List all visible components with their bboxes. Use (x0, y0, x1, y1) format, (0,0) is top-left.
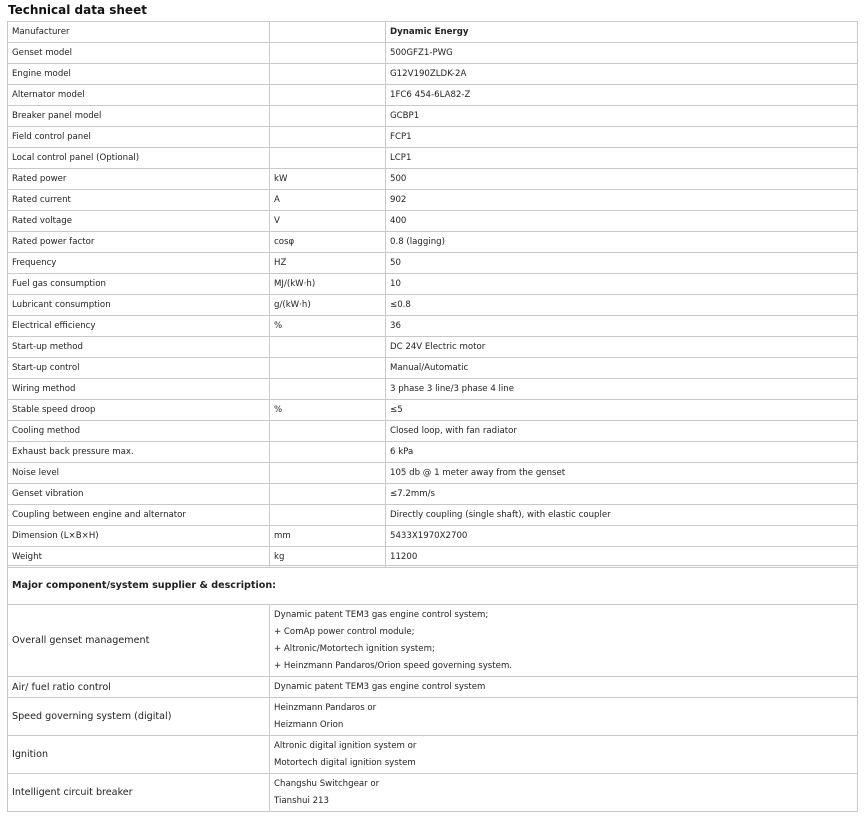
cell-value: 902 (386, 190, 858, 211)
table-row (8, 22, 858, 43)
table-row (8, 698, 858, 736)
cell-param: Genset vibration (8, 484, 270, 505)
cell-value: 11200 (386, 547, 858, 568)
cell-param: Electrical efficiency (8, 316, 270, 337)
cell-value: 50 (386, 253, 858, 274)
cell-unit: kW (270, 169, 386, 190)
cell-component: Air/ fuel ratio control (8, 677, 270, 698)
description-line: + Altronic/Motortech ignition system; (274, 643, 435, 654)
cell-value: Directly coupling (single shaft), with elastic coupler (386, 505, 858, 526)
cell-param: Start-up control (8, 358, 270, 379)
table-row (8, 358, 858, 379)
major-header-row (8, 566, 858, 605)
cell-component: Intelligent circuit breaker (8, 774, 270, 812)
table-row (8, 484, 858, 505)
cell-value: ≤5 (386, 400, 858, 421)
cell-value: 6 kPa (386, 442, 858, 463)
cell-param: Wiring method (8, 379, 270, 400)
cell-value: GCBP1 (386, 106, 858, 127)
cell-param: Exhaust back pressure max. (8, 442, 270, 463)
cell-param: Rated power factor (8, 232, 270, 253)
cell-unit (270, 505, 386, 526)
cell-unit: g/(kW·h) (270, 295, 386, 316)
cell-value: 1FC6 454-6LA82-Z (386, 85, 858, 106)
cell-value: 3 phase 3 line/3 phase 4 line (386, 379, 858, 400)
cell-param: Field control panel (8, 127, 270, 148)
cell-param: Weight (8, 547, 270, 568)
cell-value: LCP1 (386, 148, 858, 169)
cell-component: Overall genset management (8, 605, 270, 677)
table-row (8, 379, 858, 400)
table-row (8, 211, 858, 232)
description-line: Heizmann Orion (274, 719, 344, 730)
cell-value: DC 24V Electric motor (386, 337, 858, 358)
cell-value: 105 db @ 1 meter away from the genset (386, 463, 858, 484)
cell-unit (270, 463, 386, 484)
cell-value: 5433X1970X2700 (386, 526, 858, 547)
cell-unit (270, 64, 386, 85)
cell-param: Fuel gas consumption (8, 274, 270, 295)
cell-value: 36 (386, 316, 858, 337)
cell-unit (270, 148, 386, 169)
cell-description (270, 677, 858, 698)
cell-unit: cosφ (270, 232, 386, 253)
cell-unit: A (270, 190, 386, 211)
table-row (8, 148, 858, 169)
technical-data-table (7, 21, 858, 568)
cell-unit (270, 337, 386, 358)
table-row (8, 605, 858, 677)
cell-value: 400 (386, 211, 858, 232)
cell-param: Rated current (8, 190, 270, 211)
cell-description (270, 774, 858, 812)
table-row (8, 526, 858, 547)
cell-unit (270, 358, 386, 379)
table-row (8, 127, 858, 148)
cell-description (270, 605, 858, 677)
cell-value: 0.8 (lagging) (386, 232, 858, 253)
cell-param: Engine model (8, 64, 270, 85)
cell-param: Start-up method (8, 337, 270, 358)
table-row (8, 43, 858, 64)
cell-param: Genset model (8, 43, 270, 64)
cell-param: Frequency (8, 253, 270, 274)
description-line: Heinzmann Pandaros or (274, 702, 377, 713)
cell-component: Speed governing system (digital) (8, 698, 270, 736)
table-row (8, 64, 858, 85)
table-row (8, 85, 858, 106)
cell-value: 10 (386, 274, 858, 295)
cell-unit: mm (270, 526, 386, 547)
cell-param: Coupling between engine and alternator (8, 505, 270, 526)
cell-value: FCP1 (386, 127, 858, 148)
description-line: Dynamic patent TEM3 gas engine control system (274, 681, 486, 692)
table-row (8, 774, 858, 812)
cell-value: Manual/Automatic (386, 358, 858, 379)
table-row (8, 677, 858, 698)
cell-unit (270, 484, 386, 505)
page-title: Technical data sheet (8, 3, 147, 17)
cell-param: Cooling method (8, 421, 270, 442)
cell-param: Stable speed droop (8, 400, 270, 421)
table-row (8, 505, 858, 526)
table-row (8, 295, 858, 316)
cell-param: Dimension (L×B×H) (8, 526, 270, 547)
description-line: + Heinzmann Pandaros/Orion speed governing system. (274, 660, 513, 671)
cell-param: Rated power (8, 169, 270, 190)
cell-unit: % (270, 400, 386, 421)
cell-value: 500GFZ1-PWG (386, 43, 858, 64)
cell-unit (270, 22, 386, 43)
table-row (8, 232, 858, 253)
table-row (8, 421, 858, 442)
table-row (8, 274, 858, 295)
cell-param: Lubricant consumption (8, 295, 270, 316)
cell-unit: V (270, 211, 386, 232)
table-row (8, 337, 858, 358)
cell-value: Closed loop, with fan radiator (386, 421, 858, 442)
cell-param: Manufacturer (8, 22, 270, 43)
cell-unit: HZ (270, 253, 386, 274)
cell-param: Noise level (8, 463, 270, 484)
table-row (8, 463, 858, 484)
cell-unit: kg (270, 547, 386, 568)
cell-unit: MJ/(kW·h) (270, 274, 386, 295)
major-section-header: Major component/system supplier & description: (8, 566, 858, 605)
cell-unit (270, 43, 386, 64)
cell-param: Alternator model (8, 85, 270, 106)
description-line: + ComAp power control module; (274, 626, 415, 637)
cell-value: G12V190ZLDK-2A (386, 64, 858, 85)
cell-param: Rated voltage (8, 211, 270, 232)
cell-unit (270, 379, 386, 400)
description-line: Altronic digital ignition system or (274, 740, 417, 751)
cell-value: Dynamic Energy (386, 22, 858, 43)
cell-value: 500 (386, 169, 858, 190)
cell-component: Ignition (8, 736, 270, 774)
cell-unit (270, 106, 386, 127)
table-row (8, 253, 858, 274)
cell-unit (270, 442, 386, 463)
table-row (8, 400, 858, 421)
description-line: Tianshui 213 (274, 795, 329, 806)
description-line: Motortech digital ignition system (274, 757, 416, 768)
table-row (8, 316, 858, 337)
table-row (8, 190, 858, 211)
cell-unit (270, 85, 386, 106)
cell-description (270, 698, 858, 736)
major-components-table (7, 565, 858, 812)
cell-param: Breaker panel model (8, 106, 270, 127)
description-line: Dynamic patent TEM3 gas engine control system; (274, 609, 489, 620)
table-row (8, 442, 858, 463)
cell-unit: % (270, 316, 386, 337)
cell-unit (270, 421, 386, 442)
description-line: Changshu Switchgear or (274, 778, 380, 789)
cell-value: ≤0.8 (386, 295, 858, 316)
cell-value: ≤7.2mm/s (386, 484, 858, 505)
cell-description (270, 736, 858, 774)
table-row (8, 169, 858, 190)
cell-param: Local control panel (Optional) (8, 148, 270, 169)
table-row (8, 736, 858, 774)
cell-unit (270, 127, 386, 148)
table-row (8, 106, 858, 127)
